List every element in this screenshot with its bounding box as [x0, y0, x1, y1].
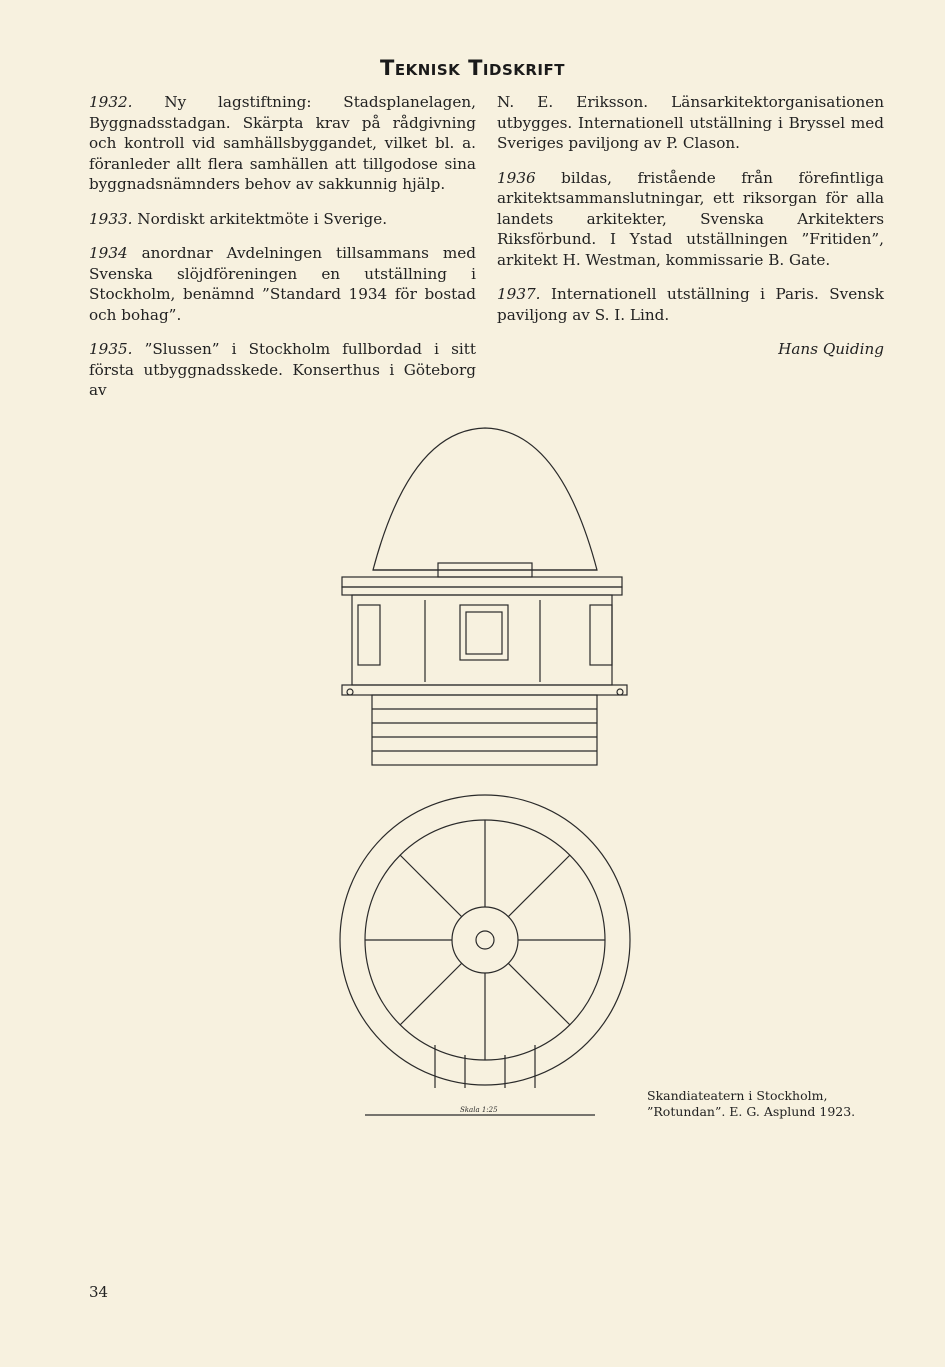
author-signature: Hans Quiding — [778, 340, 884, 358]
paragraph-1935: 1935. ”Slussen” i Stockholm fullbordad i sitt första utbyggnadsskede. Konserthus i Göteborg av — [89, 340, 476, 399]
scale-label: Skala 1:25 — [460, 1106, 498, 1114]
right-column — [497, 92, 884, 360]
paragraph-1934: 1934 anordnar Avdelningen tillsammans med Svenska slöjdföreningen en utställning i Stockholm, benämnd ”Standard 1934 för bostad och bohag”. — [89, 244, 476, 324]
paragraph-continued: N. E. Eriksson. Länsarkitektorganisationen utbygges. Internationell utställning i Bryssel med Sveriges paviljong av P. Clason. — [497, 93, 884, 152]
figure-caption: Skandiateatern i Stockholm, ”Rotundan”. E. G. Asplund 1923. — [647, 1088, 856, 1119]
journal-header: Teknisk Tidskrift — [380, 56, 565, 80]
paragraph-1933: 1933. Nordiskt arkitektmöte i Sverige. — [89, 209, 388, 228]
architectural-drawing — [330, 420, 640, 1120]
paragraph-1937: 1937. Internationell utställning i Paris. Svensk paviljong av S. I. Lind. — [497, 285, 884, 324]
left-column — [89, 92, 476, 415]
paragraph-1936: 1936 bildas, fristående från förefintliga arkitektsammanslutningar, ett riksorgan för alla landets arkitekter, Svenska Arkitekters Riksförbund. I Ystad utställningen ”Fritiden”, arkitekt H. Westman, kommissarie B. Gate. — [497, 168, 884, 269]
page-number: 34 — [89, 1283, 109, 1301]
paragraph-1932: 1932. Ny lagstiftning: Stadsplanelagen, Byggnadsstadgan. Skärpta krav på rådgivning och kontroll vid samhällsbyggandet, vilket bl. a. föranleder allt flera samhällen att tillgodose sina byggnadsnämnders behov av sakkunnig hjälp. — [89, 93, 476, 193]
